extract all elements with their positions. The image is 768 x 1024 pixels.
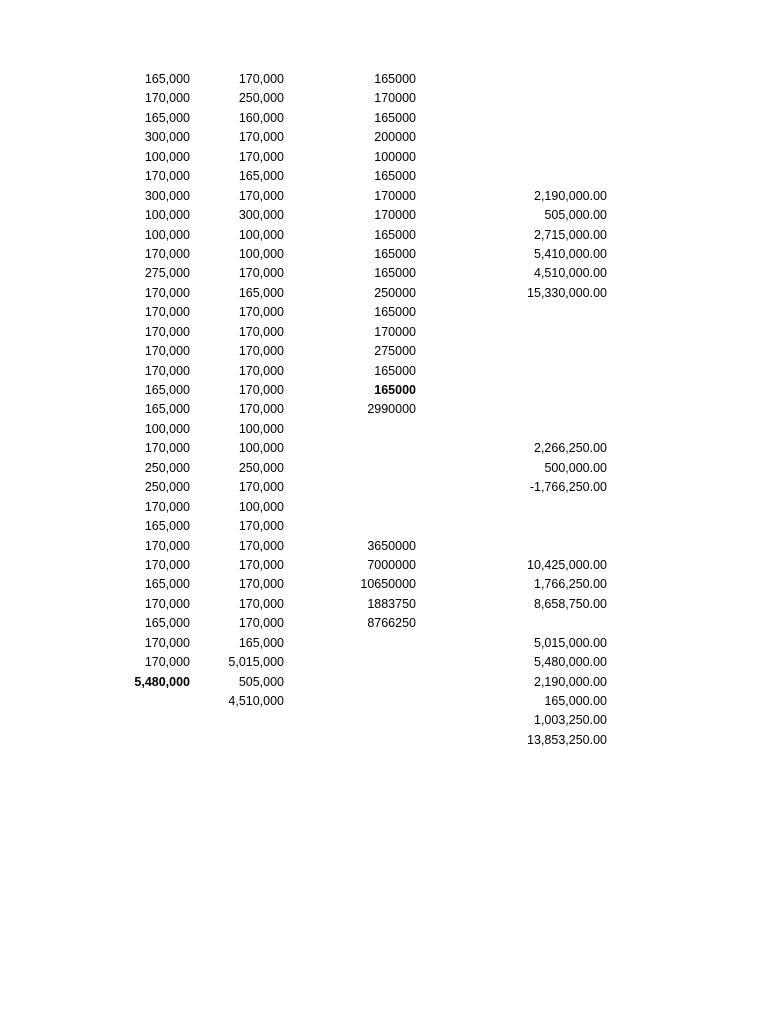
cell[interactable]: 8,658,750.00: [534, 596, 607, 611]
cell[interactable]: 165,000: [238, 169, 284, 184]
cell[interactable]: 100,000: [144, 149, 190, 164]
cell[interactable]: 170,000: [238, 149, 284, 164]
cell[interactable]: [300, 517, 416, 536]
cell[interactable]: -1,766,250.00: [529, 480, 607, 495]
cell[interactable]: 15,330,000.00: [527, 285, 607, 300]
cell[interactable]: 170,000: [238, 72, 284, 86]
cell[interactable]: 5,410,000.00: [534, 246, 607, 261]
cell[interactable]: 170,000: [144, 169, 190, 184]
cell[interactable]: 10650000: [360, 577, 416, 592]
cell[interactable]: 170,000: [238, 596, 284, 611]
cell[interactable]: 170,000: [238, 557, 284, 572]
cell[interactable]: 165000: [374, 169, 416, 184]
cell[interactable]: 100,000: [238, 246, 284, 261]
cell[interactable]: 4,510,000: [228, 694, 284, 708]
cell[interactable]: 170,000: [238, 266, 284, 281]
cell[interactable]: [450, 517, 607, 536]
cell[interactable]: 100,000: [238, 499, 284, 514]
cell[interactable]: [450, 381, 607, 400]
cell[interactable]: 165000: [374, 383, 416, 397]
cell[interactable]: 170000: [374, 208, 416, 223]
cell[interactable]: 170,000: [144, 324, 190, 339]
cell[interactable]: [450, 109, 607, 128]
cell[interactable]: [300, 498, 416, 517]
cell[interactable]: 170,000: [238, 305, 284, 320]
cell[interactable]: 275000: [374, 344, 416, 359]
cell[interactable]: 13,853,250.00: [527, 732, 607, 747]
cell[interactable]: 250000: [374, 285, 416, 300]
cell[interactable]: 5,015,000: [228, 655, 284, 670]
cell[interactable]: 170,000: [238, 577, 284, 592]
cell[interactable]: 160,000: [238, 110, 284, 125]
cell[interactable]: 250,000: [238, 460, 284, 475]
cell[interactable]: 165,000: [144, 519, 190, 534]
cell[interactable]: 100,000: [238, 421, 284, 436]
cell[interactable]: 170,000: [144, 596, 190, 611]
cell[interactable]: [300, 420, 416, 439]
cell[interactable]: 200000: [374, 130, 416, 145]
cell[interactable]: 165,000: [144, 72, 190, 86]
cell[interactable]: 170,000: [144, 246, 190, 261]
cell[interactable]: [450, 498, 607, 517]
column-b: [195, 70, 284, 711]
cell[interactable]: [450, 70, 607, 89]
cell[interactable]: 5,480,000: [134, 674, 190, 689]
cell[interactable]: 2,715,000.00: [534, 227, 607, 242]
cell[interactable]: 165000: [374, 305, 416, 320]
cell[interactable]: [450, 342, 607, 361]
cell[interactable]: 300,000: [144, 188, 190, 203]
cell[interactable]: 300,000: [238, 208, 284, 223]
cell[interactable]: 165,000.00: [544, 694, 607, 708]
cell[interactable]: 3650000: [367, 538, 416, 553]
cell[interactable]: 250,000: [144, 460, 190, 475]
cell[interactable]: 165000: [374, 246, 416, 261]
cell[interactable]: 170,000: [144, 557, 190, 572]
cell[interactable]: 170,000: [144, 655, 190, 670]
cell[interactable]: 170,000: [238, 616, 284, 631]
cell[interactable]: [450, 420, 607, 439]
cell[interactable]: 505,000.00: [544, 208, 607, 223]
cell[interactable]: 170,000: [144, 441, 190, 456]
cell[interactable]: 250,000: [238, 91, 284, 106]
cell[interactable]: 170,000: [144, 499, 190, 514]
cell[interactable]: 170000: [374, 188, 416, 203]
cell[interactable]: 165000: [374, 110, 416, 125]
cell[interactable]: 5,015,000.00: [534, 635, 607, 650]
cell[interactable]: 2,266,250.00: [534, 441, 607, 456]
cell[interactable]: [300, 439, 416, 458]
cell[interactable]: 100,000: [238, 227, 284, 242]
cell[interactable]: 170,000: [144, 91, 190, 106]
cell[interactable]: 170,000: [238, 383, 284, 397]
cell[interactable]: 100,000: [144, 421, 190, 436]
cell[interactable]: 165,000: [144, 383, 190, 397]
cell[interactable]: 1,003,250.00: [534, 713, 607, 728]
cell[interactable]: 165000: [374, 266, 416, 281]
cell[interactable]: 170,000: [144, 285, 190, 300]
cell[interactable]: 5,480,000.00: [534, 655, 607, 670]
cell[interactable]: 165,000: [144, 402, 190, 417]
cell[interactable]: 165,000: [144, 110, 190, 125]
cell[interactable]: 165000: [374, 363, 416, 378]
cell[interactable]: 2,190,000.00: [534, 674, 607, 689]
cell[interactable]: 165,000: [144, 577, 190, 592]
cell[interactable]: 165,000: [144, 616, 190, 631]
cell[interactable]: [300, 478, 416, 497]
cell[interactable]: 170,000: [238, 363, 284, 378]
cell[interactable]: 250,000: [144, 480, 190, 495]
cell[interactable]: 165000: [374, 227, 416, 242]
cell[interactable]: 100,000: [238, 441, 284, 456]
cell[interactable]: 170,000: [238, 324, 284, 339]
cell[interactable]: 2,190,000.00: [534, 188, 607, 203]
cell[interactable]: 1883750: [367, 596, 416, 611]
cell[interactable]: [450, 167, 607, 186]
column-c: [300, 70, 416, 634]
cell[interactable]: [450, 323, 607, 342]
cell[interactable]: [450, 303, 607, 322]
cell[interactable]: [300, 459, 416, 478]
cell[interactable]: 1,766,250.00: [534, 577, 607, 592]
cell[interactable]: 170000: [374, 91, 416, 106]
cell[interactable]: 165,000: [238, 635, 284, 650]
cell[interactable]: 275,000: [144, 266, 190, 281]
cell[interactable]: 170,000: [238, 130, 284, 145]
cell[interactable]: 170,000: [238, 480, 284, 495]
cell[interactable]: 170,000: [144, 538, 190, 553]
cell[interactable]: 165000: [374, 72, 416, 86]
cell[interactable]: 4,510,000.00: [534, 266, 607, 281]
cell[interactable]: 170,000: [238, 188, 284, 203]
cell[interactable]: 170,000: [238, 519, 284, 534]
cell[interactable]: 165,000: [238, 285, 284, 300]
cell[interactable]: 100,000: [144, 227, 190, 242]
column-a: [100, 70, 190, 692]
cell[interactable]: [450, 537, 607, 556]
cell[interactable]: [450, 362, 607, 381]
cell[interactable]: 505,000: [238, 674, 284, 689]
cell[interactable]: [450, 89, 607, 108]
cell[interactable]: 170,000: [144, 635, 190, 650]
cell[interactable]: 8766250: [367, 616, 416, 631]
cell[interactable]: 170,000: [238, 344, 284, 359]
cell[interactable]: 170000: [374, 324, 416, 339]
column-d: [450, 70, 607, 750]
cell[interactable]: 170,000: [144, 305, 190, 320]
cell[interactable]: 300,000: [144, 130, 190, 145]
cell[interactable]: 170,000: [144, 344, 190, 359]
cell[interactable]: [450, 614, 607, 633]
cell[interactable]: 10,425,000.00: [527, 557, 607, 572]
cell[interactable]: 170,000: [238, 402, 284, 417]
cell[interactable]: 100000: [374, 149, 416, 164]
cell[interactable]: [450, 128, 607, 147]
cell[interactable]: [450, 148, 607, 167]
cell[interactable]: 2990000: [367, 402, 416, 417]
cell[interactable]: 7000000: [367, 557, 416, 572]
cell[interactable]: 500,000.00: [544, 460, 607, 475]
cell[interactable]: 100,000: [144, 208, 190, 223]
cell[interactable]: 170,000: [238, 538, 284, 553]
cell[interactable]: [450, 400, 607, 419]
cell[interactable]: 170,000: [144, 363, 190, 378]
